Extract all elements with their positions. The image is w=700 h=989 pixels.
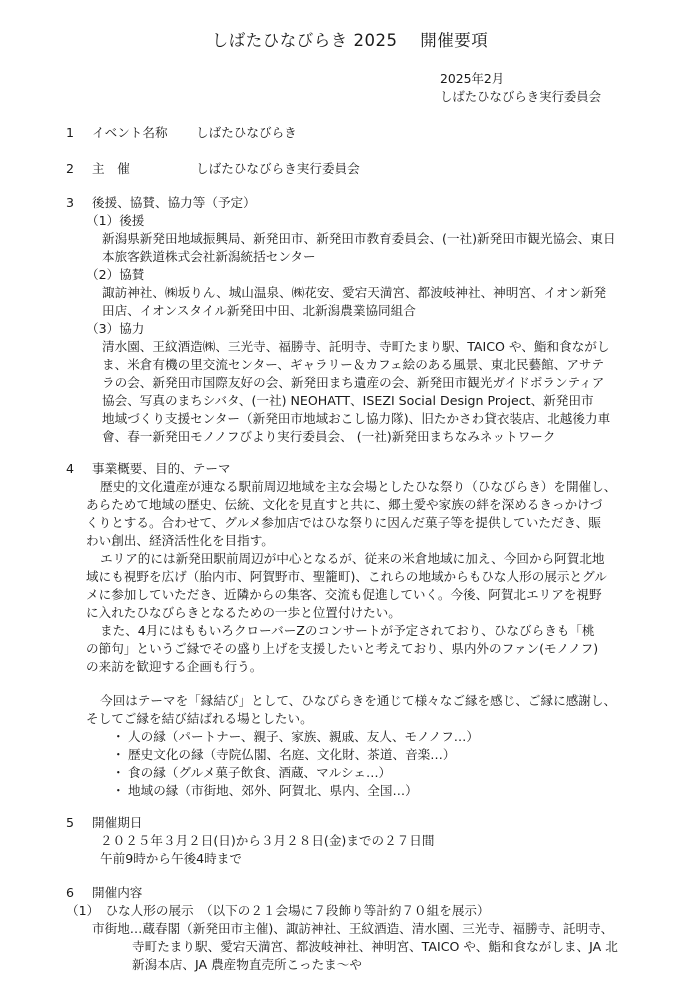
issuer-name: しばたひなびらき実行委員会 xyxy=(440,89,602,104)
section-number: 3 xyxy=(66,195,75,210)
theme-bullet-list xyxy=(112,728,479,800)
section-label: イベント名称 xyxy=(92,125,168,140)
theme-text xyxy=(86,692,616,728)
section-number: 5 xyxy=(66,815,75,830)
sub-heading-support: （1）後援 xyxy=(86,213,145,228)
text-line: エリア的には新発田駅前周辺が中心となるが、従来の米倉地域に加え、今回から阿賀北地 xyxy=(100,551,605,566)
text-line: そしてご縁を結び結ばれる場としたい。 xyxy=(86,711,313,726)
section-value: しばたひなびらき実行委員会 xyxy=(196,161,360,176)
text-line: に入れたひなびらきとなるための一歩と位置付けたい。 xyxy=(86,605,401,620)
list-item: ・ 歴史文化の縁（寺院仏閣、名庭、文化財、茶道、音楽…） xyxy=(112,747,456,762)
section-value: しばたひなびらき xyxy=(196,125,297,140)
text-line: 市街地…蔵春閣（新発田市主催)、諏訪神社、王紋酒造、清水園、三光寺、福勝寺、託明寺、 xyxy=(92,921,614,936)
section-2 xyxy=(66,160,360,178)
text-line: 田店、イオンスタイル新発田中田、北新潟農業協同組合 xyxy=(102,303,416,318)
text-line: 協会、写真のまちシバタ、(一社) NEOHATT、ISEZI Social Design Project、新発田市 xyxy=(102,393,594,408)
cooperation-list xyxy=(102,338,610,446)
section-5-heading xyxy=(66,814,142,832)
text-line: 今回はテーマを「縁結び」として、ひなびらきを通じて様々なご縁を感じ、ご縁に感謝し、 xyxy=(100,693,617,708)
bullet-icon: ・ xyxy=(112,729,125,744)
text-line: の節句」というご縁でその盛り上げを支援したいと考えており、県内外のファン(モノノフ) xyxy=(86,641,599,656)
text-line: の来訪を歓迎する企画も行う。 xyxy=(86,659,263,674)
section-label: 後援、協賛、協力等（予定） xyxy=(92,195,256,210)
list-item: ・ 人の縁（パートナー、親子、家族、親戚、友人、モノノフ…） xyxy=(112,729,479,744)
bullet-icon: ・ xyxy=(112,783,125,798)
text-line: ま、米倉有機の里交流センター、ギャラリー＆カフェ絵のある風景、東北民藝館、アサテ xyxy=(102,357,605,372)
text-line: 午前9時から午後4時まで xyxy=(100,851,242,866)
content-item-1: （1） ひな人形の展示 （以下の２１会場に７段飾り等計約７０組を展示） xyxy=(66,903,490,918)
text-line: メに参加していただき、近隣からの集客、交流も促進していく。今後、阿賀北エリアを視野 xyxy=(86,587,602,602)
section-1 xyxy=(66,124,297,142)
sponsor-list xyxy=(102,284,606,320)
text-line: 諏訪神社、㈱坂りん、城山温泉、㈱花安、愛宕天満宮、都波岐神社、神明宮、イオン新発 xyxy=(102,285,607,300)
text-line: 新潟本店、JA 農産物直売所こったま〜や xyxy=(132,957,362,972)
bullet-icon: ・ xyxy=(112,747,125,762)
section-number: 6 xyxy=(66,885,75,900)
document-meta xyxy=(440,70,601,106)
text-line: 會、春一新発田モノノフびより実行委員会、 (一社)新発田まちなみネットワーク xyxy=(102,429,556,444)
text-line: わい創出、経済活性化を目指す。 xyxy=(86,533,274,548)
section-number: 1 xyxy=(66,125,75,140)
venue-list xyxy=(92,920,618,974)
section-label: 事業概要、目的、テーマ xyxy=(92,461,231,476)
text-line: 寺町たまり駅、愛宕天満宮、都波岐神社、神明宮、TAICO や、鮨和食ながしま、JA 北 xyxy=(132,939,618,954)
text-line: くりとする。合わせて、グルメ参加店ではひな祭りに因んだ菓子等を提供していただき、賑 xyxy=(86,515,601,530)
list-item: ・ 食の縁（グルメ菓子飲食、酒蔵、マルシェ…） xyxy=(112,765,392,780)
section-4-heading xyxy=(66,460,231,478)
text-line: 地域づくり支援センター（新発田市地域おこし協力隊)、旧たかさわ貸衣装店、北越後力車 xyxy=(102,411,611,426)
text-line: ２０２５年３月２日(日)から３月２８日(金)までの２７日間 xyxy=(100,833,435,848)
section-number: 2 xyxy=(66,161,75,176)
page-title: しばたひなびらき 2025 開催要項 xyxy=(211,31,489,50)
sub-heading-cooperation: （3）協力 xyxy=(86,321,145,336)
section-label: 開催内容 xyxy=(92,885,143,900)
event-period xyxy=(100,832,435,868)
overview-text xyxy=(86,478,616,676)
issue-date: 2025年2月 xyxy=(440,71,505,86)
section-number: 4 xyxy=(66,461,75,476)
text-line: 清水園、王紋酒造㈱、三光寺、福勝寺、託明寺、寺町たまり駅、TAICO や、鮨和食ながし xyxy=(102,339,610,354)
section-label: 主 催 xyxy=(92,161,130,176)
text-line: 域にも視野を広げ（胎内市、阿賀野市、聖籠町)、これらの地域からもひな人形の展示とグル xyxy=(86,569,607,584)
text-line: 歴史的文化遺産が連なる駅前周辺地域を主な会場としたひな祭り（ひなびらき）を開催し、 xyxy=(100,479,617,494)
text-line: 新潟県新発田地域振興局、新発田市、新発田市教育委員会、(一社)新発田市観光協会、東日 xyxy=(102,231,616,246)
section-label: 開催期日 xyxy=(92,815,143,830)
text-line: あらためて地域の歴史、伝統、文化を見直すと共に、郷土愛や家族の絆を深めるきっかけづ xyxy=(86,497,603,512)
section-6-heading xyxy=(66,884,142,902)
support-list xyxy=(102,230,616,266)
bullet-icon: ・ xyxy=(112,765,125,780)
sub-heading-sponsor: （2）協賛 xyxy=(86,267,145,282)
text-line: 本旅客鉄道株式会社新潟統括センター xyxy=(102,249,316,264)
text-line: ラの会、新発田市国際友好の会、新発田まち遺産の会、新発田市観光ガイドボランティア xyxy=(102,375,605,390)
list-item: ・ 地域の縁（市街地、郊外、阿賀北、県内、全国…） xyxy=(112,783,418,798)
section-3-heading xyxy=(66,194,256,212)
text-line: また、4月にはももいろクローバーZのコンサートが予定されており、ひなびらきも「桃 xyxy=(100,623,595,638)
